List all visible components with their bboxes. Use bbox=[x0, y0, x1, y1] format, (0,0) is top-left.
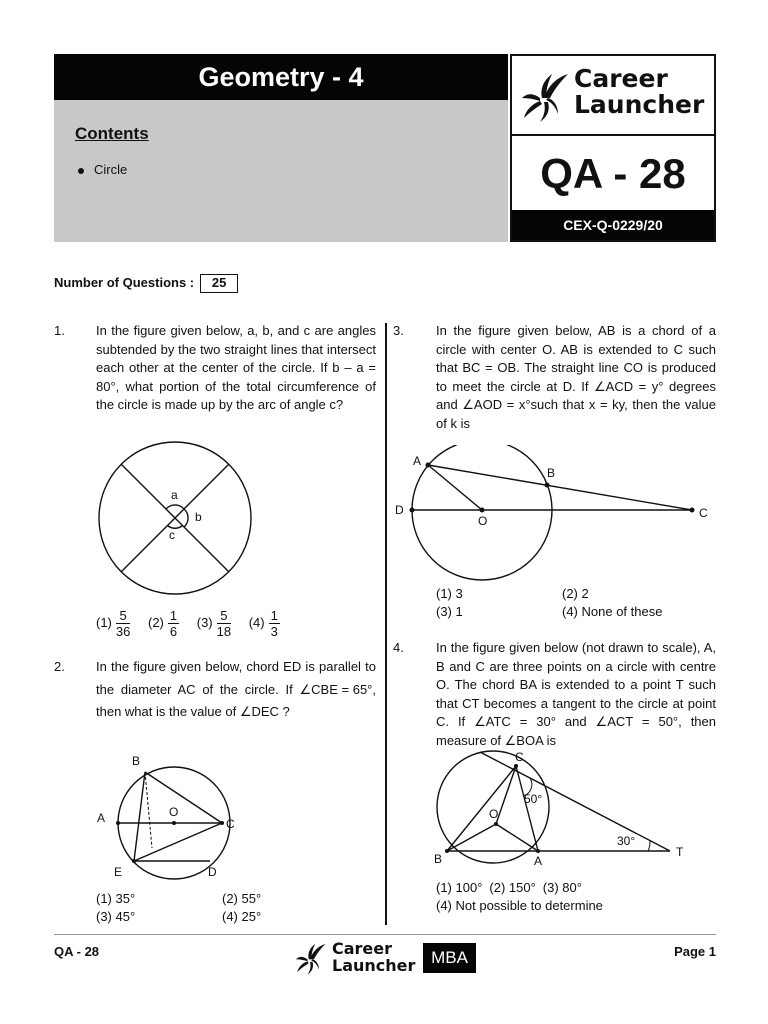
question-4-text: In the figure given below (not drawn to scale), A, B and C are three points on a circle with centre O. The chord BA is extended to a point T such that CT becomes a tangent to the circle at point C. If ∠ATC = 30° and ∠ACT = 50°, then measure of ∠BOA is bbox=[436, 640, 716, 748]
q1-label-b: b bbox=[195, 510, 202, 524]
footer-code: QA - 28 bbox=[54, 944, 100, 959]
bullet-icon bbox=[78, 168, 84, 174]
svg-text:E: E bbox=[114, 865, 123, 879]
svg-text:D: D bbox=[208, 865, 217, 879]
brand-name: Career Launcher bbox=[574, 64, 705, 119]
number-of-questions: Number of Questions : 25 bbox=[54, 274, 238, 293]
svg-text:T: T bbox=[676, 845, 684, 859]
svg-text:30°: 30° bbox=[617, 834, 636, 848]
q2-option-2[interactable]: (2) 55° bbox=[222, 891, 262, 906]
brand-logo bbox=[512, 56, 714, 136]
q4-option-4[interactable]: (4) Not possible to determine bbox=[436, 898, 603, 913]
question-1-number: 1. bbox=[54, 323, 65, 338]
svg-text:B: B bbox=[132, 754, 141, 768]
question-1-options bbox=[96, 608, 284, 639]
q3-option-2[interactable]: (2) 2 bbox=[562, 586, 589, 601]
page-title: Geometry - 4 bbox=[54, 54, 508, 100]
q3-option-4[interactable]: (4) None of these bbox=[562, 604, 663, 619]
question-2-figure bbox=[90, 748, 250, 888]
q1-label-a: a bbox=[171, 488, 178, 502]
question-count-box: 25 bbox=[200, 274, 238, 293]
q3-option-3[interactable]: (3) 1 bbox=[436, 604, 463, 619]
svg-text:B: B bbox=[434, 852, 443, 866]
svg-text:D: D bbox=[395, 503, 404, 517]
q4-option-2[interactable]: (2) 150° bbox=[489, 880, 536, 895]
question-2-text: In the figure given below, chord ED is parallel to the diameter AC of the circle. If ∠CBE = 65°, then what is the value of ∠DEC ? bbox=[96, 659, 376, 719]
question-3-figure bbox=[390, 445, 716, 585]
q4-options-row bbox=[436, 879, 582, 897]
qa-code: QA - 28 bbox=[540, 150, 686, 197]
svg-text:A: A bbox=[97, 811, 106, 825]
q1-option-3[interactable]: (3) $\frac{5}{18}$ bbox=[196, 608, 232, 639]
footer-logo-icon bbox=[290, 940, 330, 976]
svg-text:O: O bbox=[169, 805, 179, 819]
q3-option-1[interactable]: (1) 3 bbox=[436, 586, 463, 601]
mba-badge: MBA bbox=[423, 943, 476, 973]
footer-divider bbox=[54, 934, 716, 935]
q2-option-3[interactable]: (3) 45° bbox=[96, 909, 136, 924]
question-2-number: 2. bbox=[54, 659, 65, 674]
header-panel bbox=[54, 54, 508, 242]
svg-text:C: C bbox=[226, 817, 235, 831]
question-4-number: 4. bbox=[393, 640, 404, 655]
column-divider bbox=[385, 323, 387, 925]
svg-text:A: A bbox=[534, 854, 543, 868]
svg-text:C: C bbox=[699, 506, 708, 520]
q1-option-1[interactable]: (1) $\frac{5}{36}$ bbox=[96, 608, 131, 639]
career-launcher-logo-icon bbox=[518, 68, 570, 124]
q1-option-4[interactable]: (4) $\frac{1}{3}$ bbox=[248, 608, 278, 639]
svg-text:50°: 50° bbox=[524, 792, 543, 806]
brand-panel bbox=[510, 54, 716, 242]
contents-item bbox=[78, 162, 127, 177]
question-1-figure bbox=[90, 433, 260, 603]
contents-heading: Contents bbox=[75, 124, 149, 143]
svg-text:C: C bbox=[515, 750, 524, 764]
question-4-figure bbox=[430, 748, 700, 878]
question-3-number: 3. bbox=[393, 323, 404, 338]
question-1-text: In the figure given below, a, b, and c are angles subtended by the two straight lines that intersect each other at the center of the circle. If b – a = 80°, what portion of the total circumference of the circle is made up by the arc of angle c? bbox=[96, 323, 376, 412]
svg-text:O: O bbox=[478, 514, 488, 528]
page-number: Page 1 bbox=[674, 944, 716, 959]
footer-brand: Career Launcher bbox=[332, 939, 416, 975]
q2-option-4[interactable]: (4) 25° bbox=[222, 909, 262, 924]
svg-text:A: A bbox=[413, 454, 422, 468]
svg-text:O: O bbox=[489, 807, 499, 821]
q4-option-1[interactable]: (1) 100° bbox=[436, 880, 483, 895]
q4-option-3[interactable]: (3) 80° bbox=[542, 880, 582, 895]
q2-option-1[interactable]: (1) 35° bbox=[96, 891, 136, 906]
contents-item-label: Circle bbox=[94, 162, 128, 177]
paper-code: CEX-Q-0229/20 bbox=[512, 210, 714, 240]
question-3-text: In the figure given below, AB is a chord of a circle with center O. AB is extended to C such that BC = OB. The straight line CO is produced to meet the circle at D. If ∠ACD = y° degrees and ∠AOD = x°such that x = ky, then the value of k is bbox=[436, 323, 716, 431]
q1-label-c: c bbox=[169, 528, 175, 542]
q1-option-2[interactable]: (2) $\frac{1}{6}$ bbox=[147, 608, 178, 639]
svg-text:B: B bbox=[547, 466, 556, 480]
